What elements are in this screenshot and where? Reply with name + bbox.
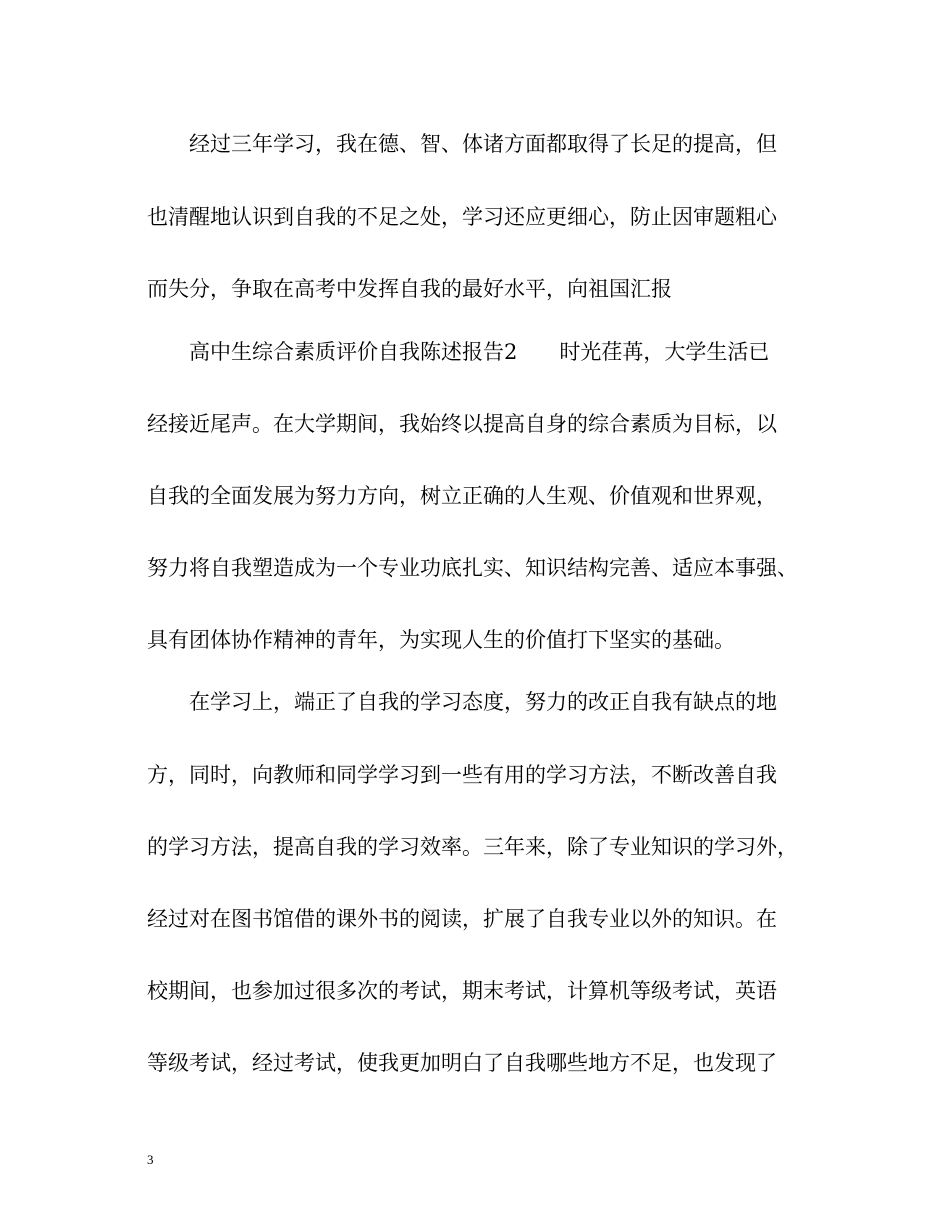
page-number: 3: [147, 1152, 154, 1167]
paragraph-line: 在学习上，端正了自我的学习态度，努力的改正自我有缺点的地: [189, 690, 777, 714]
paragraph-line: 的学习方法，提高自我的学习效率。三年来，除了专业知识的学习外，: [147, 835, 798, 859]
paragraph-start: 时光荏苒，大学生活已: [559, 340, 770, 364]
paragraph-line: 而失分，争取在高考中发挥自我的最好水平，向祖国汇报: [147, 277, 672, 301]
paragraph-line: 经过三年学习，我在德、智、体诸方面都取得了长足的提高，但: [189, 132, 777, 156]
section-heading: 高中生综合素质评价自我陈述报告2: [189, 340, 518, 364]
paragraph-line: 具有团体协作精神的青年，为实现人生的价值打下坚实的基础。: [147, 628, 735, 652]
paragraph-line: 也清醒地认识到自我的不足之处，学习还应更细心，防止因审题粗心: [147, 205, 777, 229]
paragraph-line: 自我的全面发展为努力方向，树立正确的人生观、价值观和世界观，: [147, 484, 777, 508]
paragraph-line: 经接近尾声。在大学期间，我始终以提高自身的综合素质为目标，以: [147, 412, 777, 436]
paragraph-line: 努力将自我塑造成为一个专业功底扎实、知识结构完善、适应本事强、: [147, 556, 798, 580]
paragraph-line: 等级考试，经过考试，使我更加明白了自我哪些地方不足，也发现了: [147, 1051, 777, 1075]
paragraph-line: 经过对在图书馆借的课外书的阅读，扩展了自我专业以外的知识。在: [147, 907, 777, 931]
section-heading-line: [189, 340, 769, 364]
paragraph-line: 方，同时，向教师和同学学习到一些有用的学习方法，不断改善自我: [147, 763, 777, 787]
paragraph-line: 校期间，也参加过很多次的考试，期末考试，计算机等级考试，英语: [147, 979, 777, 1003]
